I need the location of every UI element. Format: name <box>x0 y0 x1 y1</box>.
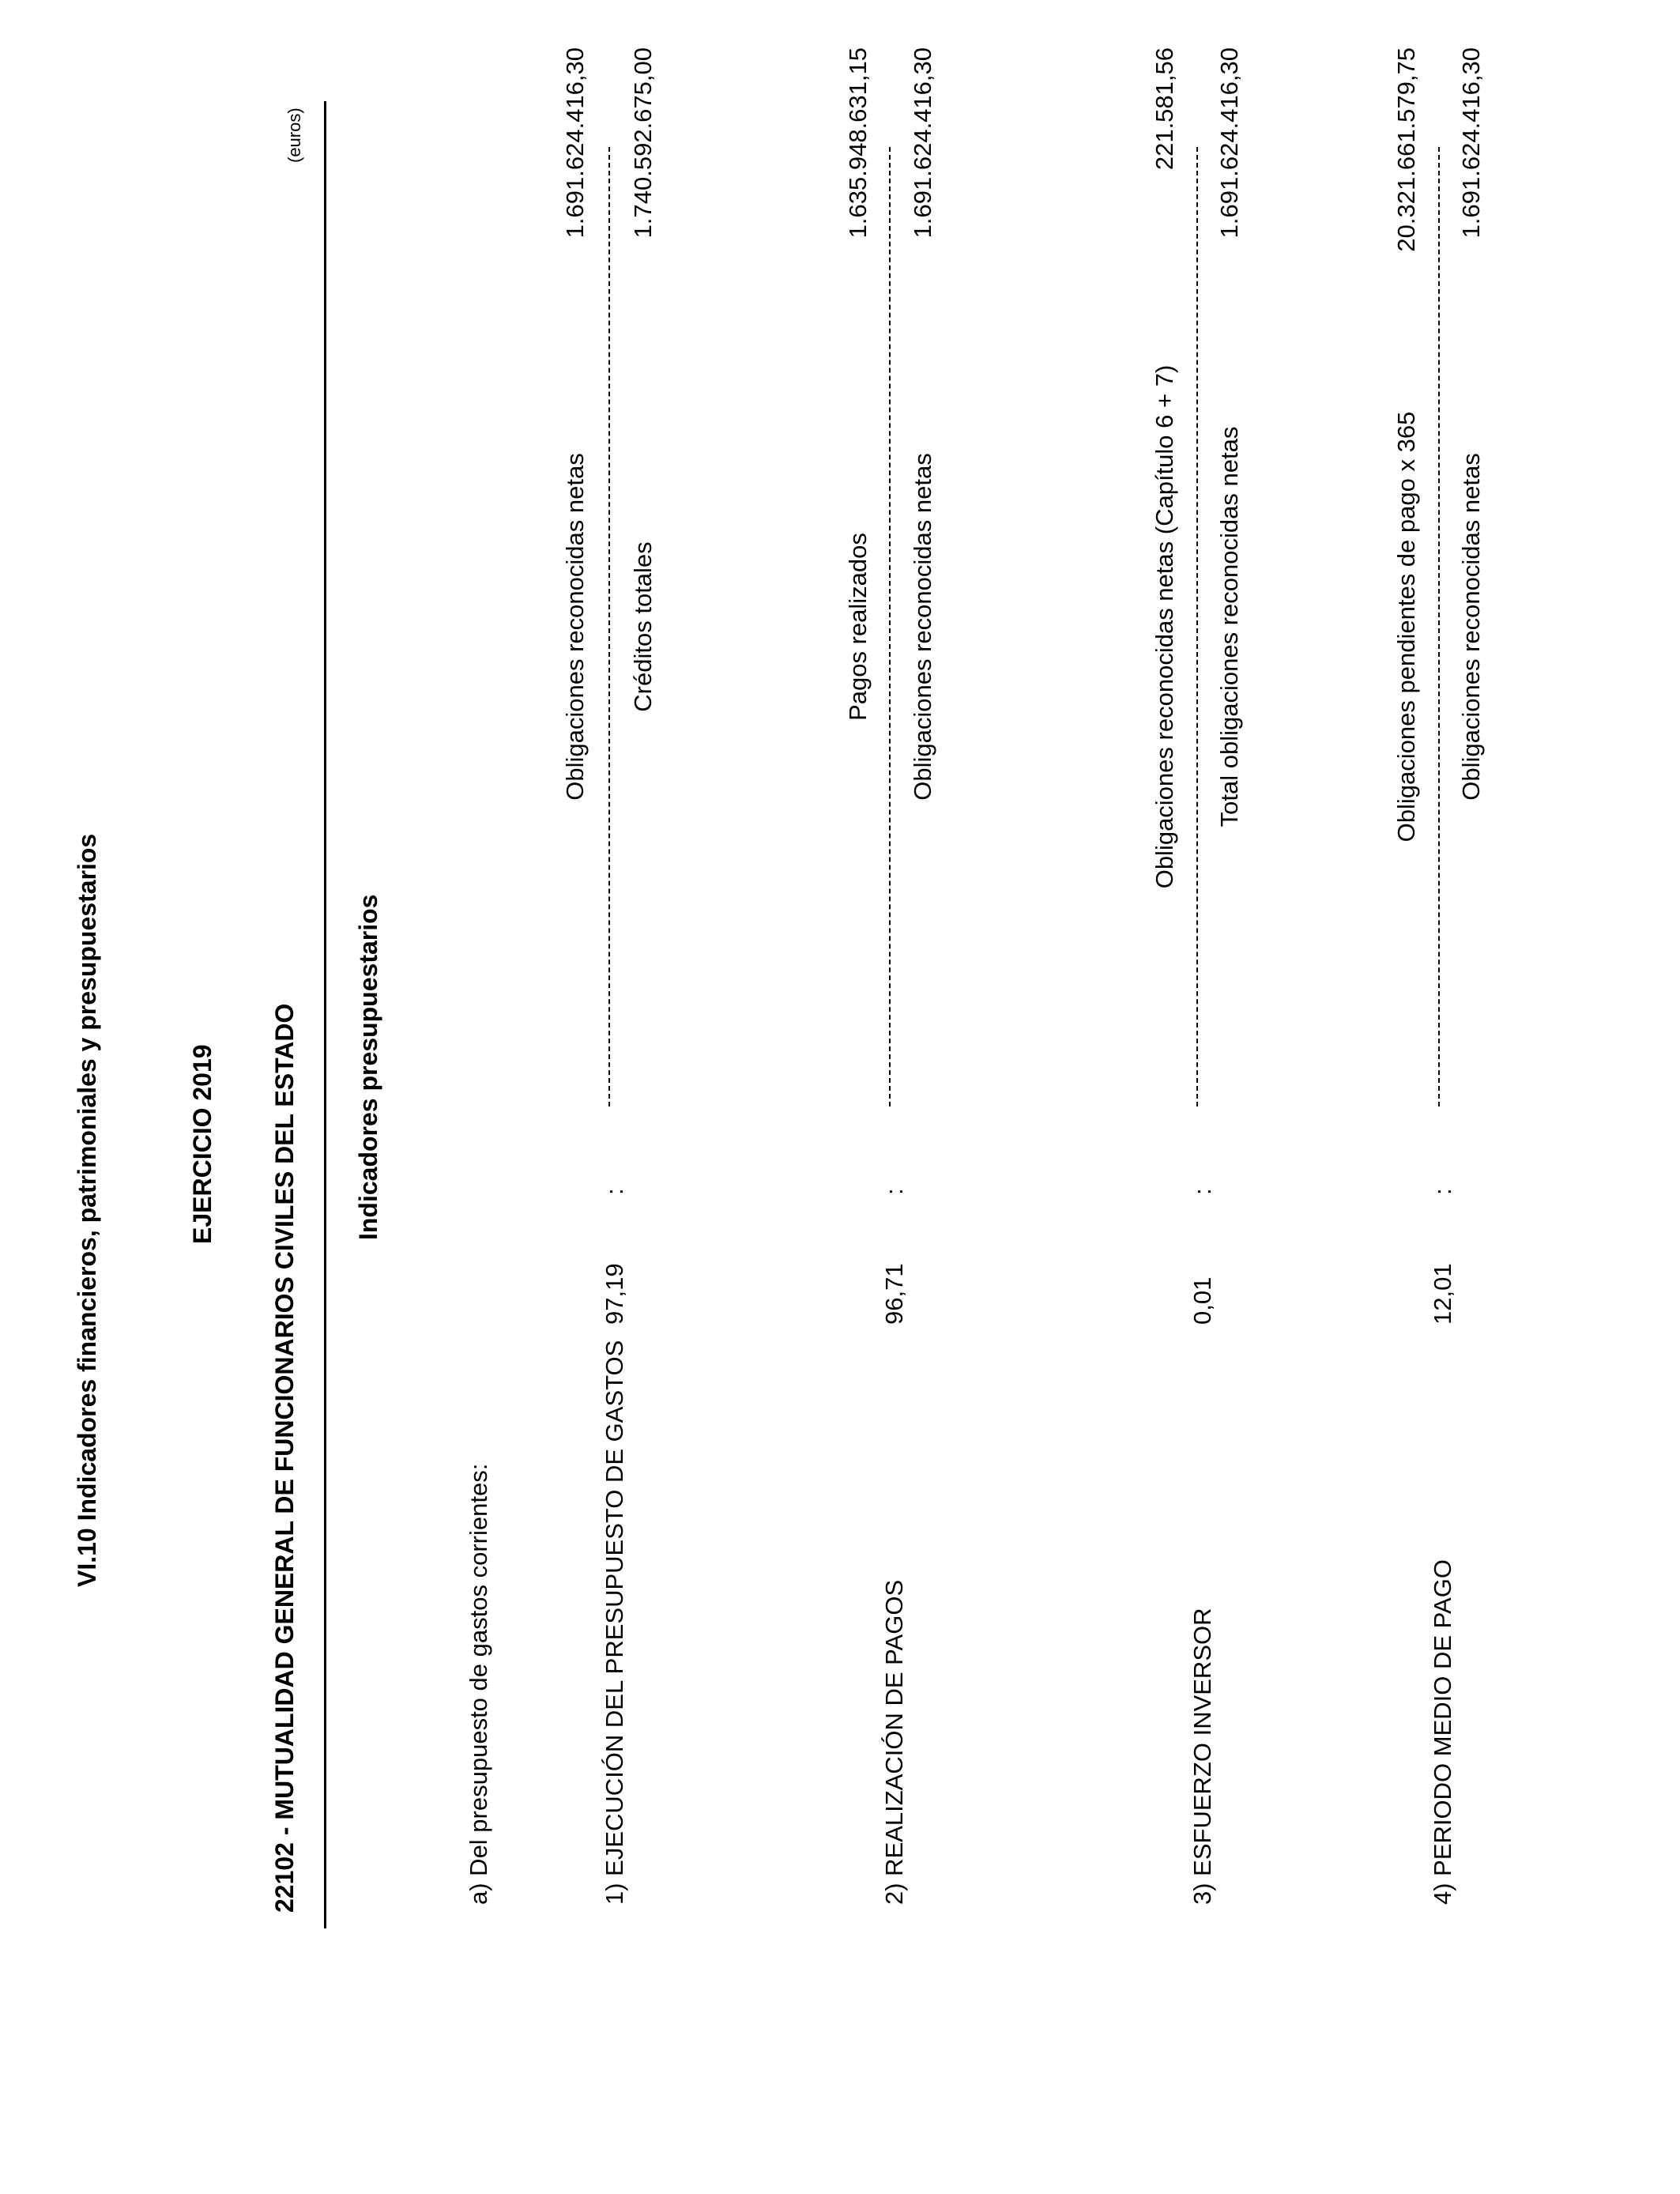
indicator-value: 0,01 <box>1188 1276 1216 1325</box>
subsection-label: a) Del presupuesto de gastos corrientes: <box>465 1463 492 1905</box>
fraction-rule <box>608 147 610 1106</box>
numerator-value: 1.691.624.416,30 <box>561 47 589 239</box>
document-title: VI.10 Indicadores financieros, patrimoniales y presupuestarios <box>73 833 101 1587</box>
indicator-value: 96,71 <box>880 1263 908 1325</box>
indicator-value: 97,19 <box>601 1263 628 1325</box>
denominator-label: Obligaciones reconocidas netas <box>1457 453 1485 801</box>
fraction-rule <box>1438 147 1440 1106</box>
fraction-rule <box>1196 147 1198 1106</box>
indicator-label: 2) REALIZACIÓN DE PAGOS <box>880 1579 908 1905</box>
numerator-label: Obligaciones reconocidas netas <box>561 453 589 801</box>
denominator-label: Créditos totales <box>629 541 657 712</box>
entity-heading: 22102 - MUTUALIDAD GENERAL DE FUNCIONARIOS CIVILES DEL ESTADO <box>270 1003 299 1913</box>
exercise-heading: EJERCICIO 2019 <box>188 1044 217 1244</box>
units-label: (euros) <box>284 107 304 163</box>
indicator-value: 12,01 <box>1429 1263 1456 1325</box>
denominator-value: 1.691.624.416,30 <box>1215 47 1243 239</box>
denominator-value: 1.691.624.416,30 <box>1457 47 1485 239</box>
indicator-label: 4) PERIODO MEDIO DE PAGO <box>1429 1559 1456 1905</box>
denominator-label: Total obligaciones reconocidas netas <box>1215 426 1243 827</box>
indicator-label: 3) ESFUERZO INVERSOR <box>1188 1608 1216 1905</box>
numerator-label: Obligaciones pendientes de pago x 365 <box>1392 411 1420 843</box>
indicator-colon: : <box>601 1188 628 1195</box>
denominator-label: Obligaciones reconocidas netas <box>909 453 936 801</box>
numerator-value: 1.635.948.631,15 <box>844 47 872 239</box>
indicator-colon: : <box>1429 1188 1456 1195</box>
indicator-label: 1) EJECUCIÓN DEL PRESUPUESTO DE GASTOS <box>601 1340 628 1905</box>
section-heading: Indicadores presupuestarios <box>354 894 382 1240</box>
indicator-colon: : <box>880 1188 908 1195</box>
denominator-value: 1.740.592.675,00 <box>629 47 657 239</box>
numerator-value: 20.321.661.579,75 <box>1392 47 1420 252</box>
indicator-colon: : <box>1188 1188 1216 1195</box>
fraction-rule <box>889 147 891 1106</box>
numerator-label: Obligaciones reconocidas netas (Capítulo 6 + 7) <box>1151 364 1178 889</box>
numerator-value: 221.581,56 <box>1151 47 1178 171</box>
denominator-value: 1.691.624.416,30 <box>909 47 936 239</box>
numerator-label: Pagos realizados <box>844 533 872 721</box>
header-rule <box>324 101 326 1928</box>
